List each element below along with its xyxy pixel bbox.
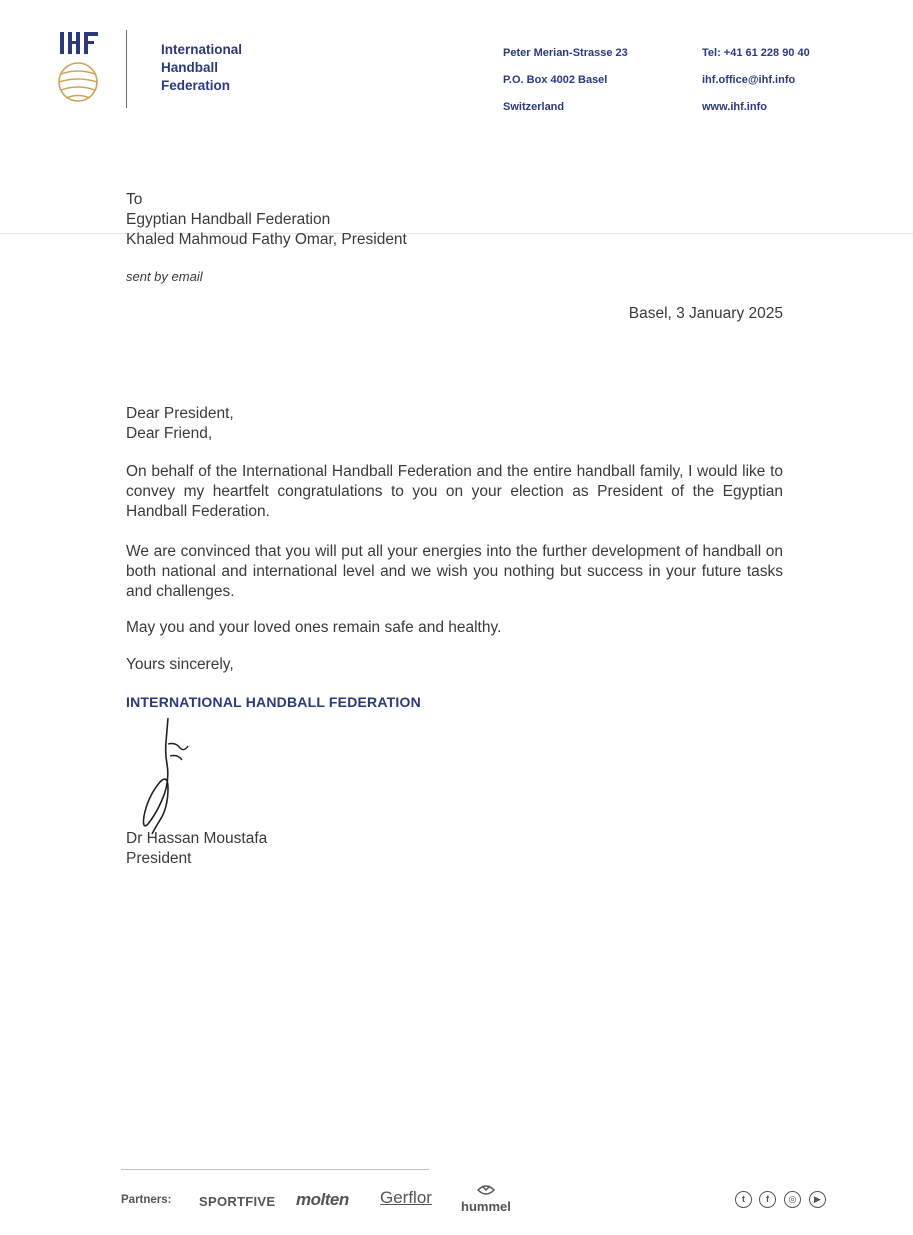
recipient-line: Egyptian Handball Federation	[126, 211, 331, 228]
signing-organization: INTERNATIONAL HANDBALL FEDERATION	[126, 694, 421, 710]
contact-block	[702, 40, 810, 121]
header-divider	[126, 30, 127, 108]
partner-logo-molten: molten	[296, 1190, 349, 1209]
salutation-line: Dear President,	[126, 405, 234, 422]
handwritten-signature	[132, 712, 194, 840]
recipient-block	[126, 190, 407, 250]
body-paragraph: On behalf of the International Handball Federation and the entire handball family, I would like to convey my heartfelt congratulations to you on your election as President of the Egyptian Handball Federation.	[126, 463, 783, 520]
ihf-logo	[56, 28, 104, 112]
partner-logo-gerflor: Gerflor	[380, 1188, 432, 1207]
instagram-icon[interactable]: ◎	[784, 1191, 801, 1208]
org-name-line: International	[161, 42, 243, 57]
website-link[interactable]: www.ihf.info	[702, 101, 767, 113]
signer-name: Dr Hassan Moustafa	[126, 830, 268, 847]
org-name-line: Federation	[161, 78, 231, 93]
partner-logo-sportfive: SPORTFIVE	[199, 1194, 276, 1209]
salutation-line: Dear Friend,	[126, 425, 213, 442]
org-name-line: Handball	[161, 60, 219, 75]
body-paragraph: May you and your loved ones remain safe and healthy.	[126, 619, 502, 636]
organization-name	[161, 41, 242, 95]
address-line: P.O. Box 4002 Basel	[503, 74, 608, 86]
address-block	[503, 40, 628, 121]
letter-date: Basel, 3 January 2025	[628, 305, 783, 322]
recipient-line: To	[126, 191, 143, 208]
youtube-icon[interactable]: ▶	[809, 1191, 826, 1208]
partners-label: Partners:	[121, 1194, 172, 1206]
address-line: Peter Merian-Strasse 23	[503, 47, 628, 59]
recipient-line: Khaled Mahmoud Fathy Omar, President	[126, 231, 407, 248]
facebook-icon[interactable]: f	[759, 1191, 776, 1208]
body-paragraph: We are convinced that you will put all your energies into the further development of handball on both national and international level and we wish you nothing but success in your future tasks and challenges.	[126, 543, 783, 600]
partner-logo-hummel	[459, 1182, 513, 1216]
footer-divider	[121, 1169, 429, 1170]
phone-number: Tel: +41 61 228 90 40	[702, 47, 810, 59]
closing: Yours sincerely,	[126, 656, 234, 673]
address-line: Switzerland	[503, 101, 565, 113]
delivery-note: sent by email	[126, 269, 203, 284]
hummel-wordmark: hummel	[461, 1199, 511, 1214]
salutation	[126, 404, 234, 444]
email-link[interactable]: ihf.office@ihf.info	[702, 74, 796, 86]
signer-title: President	[126, 850, 192, 867]
twitter-icon[interactable]: t	[735, 1191, 752, 1208]
signer-block	[126, 829, 267, 869]
